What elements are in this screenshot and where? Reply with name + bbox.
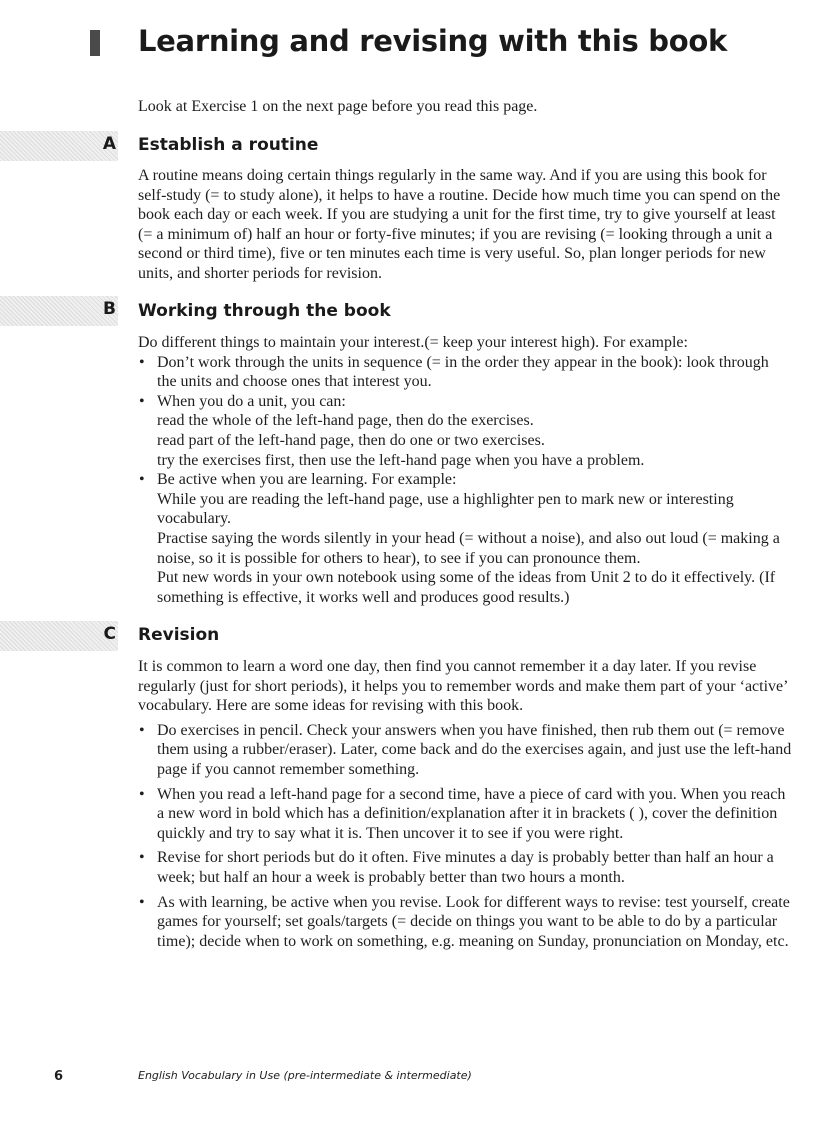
bullet-text: When you read a left-hand page for a second time, have a piece of card with you. When you reach a new word in bold which has a definition/explanation after it in brackets ( ), cover the definition quickly and try to say what it is. Then uncover it to see if you were right. [157, 785, 786, 842]
bullet-text: Do exercises in pencil. Check your answers when you have finished, then rub them out (= remove them using a rubber/eraser). Later, come back and do the exercises again, and just use the left-hand page if you cannot remember something. [157, 721, 792, 778]
list-item [138, 785, 792, 844]
working-bullet-list [138, 353, 792, 608]
sub-line: read the whole of the left-hand page, then do the exercises. [157, 412, 534, 430]
bullet-text: Don’t work through the units in sequence (= in the order they appear in the book): look through the units and choose ones that interest you. [157, 353, 769, 391]
intro-text: Look at Exercise 1 on the next page before you read this page. [138, 98, 538, 115]
section-tab-a [0, 131, 118, 161]
bullet-icon: • [139, 785, 145, 803]
list-item [138, 392, 792, 470]
page-title: Learning and revising with this book [138, 24, 727, 58]
list-item [138, 353, 792, 392]
sub-line: While you are reading the left-hand page, use a highlighter pen to mark new or interesting vocabulary. [157, 490, 734, 528]
revision-lead: It is common to learn a word one day, then find you cannot remember it a day later. If you revise regularly (just for short periods), it helps you to remember words and make them part of your ‘active’ vocabulary. Here are some ideas for revising with this book. [138, 658, 788, 715]
list-item [138, 848, 792, 887]
revision-bullet-list [138, 721, 792, 952]
list-item [138, 893, 792, 952]
sub-line: Practise saying the words silently in your head (= without a noise), and also out loud (= making a noise, so it is possible for others to hear), to see if you can pronounce them. [157, 529, 780, 567]
routine-paragraph: A routine means doing certain things regularly in the same way. And if you are using this book for self-study (= to study alone), it helps to have a routine. Decide how much time you can spend on the book each day or each week. If you are studying a unit for the first time, try to give yourself at least (= a minimum of) half an hour or forty-five minutes; if you are revising (= looking through a unit a second or third time), five or ten minutes each time is very useful. So, plan longer periods for new units, and shorter periods for revision. [138, 167, 781, 282]
section-heading-b: Working through the book [138, 301, 391, 321]
list-item [138, 470, 792, 607]
bullet-icon: • [139, 392, 145, 410]
bullet-text: When you do a unit, you can: [157, 392, 346, 410]
bullet-icon: • [139, 893, 145, 911]
list-item [138, 721, 792, 780]
section-heading-c: Revision [138, 625, 220, 645]
page-number: 6 [54, 1069, 64, 1084]
section-letter-b: B [103, 299, 116, 319]
bullet-icon: • [139, 721, 145, 739]
section-tab-c [0, 621, 118, 651]
section-heading-a: Establish a routine [138, 135, 319, 155]
section-body-a [138, 166, 792, 284]
section-tab-b [0, 296, 118, 326]
sub-line: try the exercises first, then use the left-hand page when you have a problem. [157, 451, 645, 469]
sub-line: Put new words in your own notebook using some of the ideas from Unit 2 to do it effectively. (If something is effective, it works well and produces good results.) [157, 569, 776, 606]
bullet-icon: • [139, 471, 145, 489]
footer-book-title: English Vocabulary in Use (pre-intermediate & intermediate) [138, 1069, 472, 1082]
bullet-text: Be active when you are learning. For example: [157, 471, 457, 489]
section-body-c [138, 657, 792, 956]
section-body-b [138, 333, 792, 607]
section-letter-a: A [102, 134, 116, 154]
bullet-text: Revise for short periods but do it often. Five minutes a day is probably better than half an hour a week; but half an hour a week is probably better than two hours a month. [157, 849, 774, 886]
bullet-icon: • [139, 849, 145, 867]
title-marker-bar [90, 30, 100, 56]
bullet-text: As with learning, be active when you revise. Look for different ways to revise: test yourself, create games for yourself; set goals/targets (= decide on things you want to be able to do by a particular time); decide when to work on something, e.g. meaning on Sunday, pronunciation on Monday, etc. [157, 893, 790, 950]
bullet-icon: • [139, 353, 145, 371]
working-lead: Do different things to maintain your interest.(= keep your interest high). For example: [138, 334, 688, 351]
sub-line: read part of the left-hand page, then do one or two exercises. [157, 431, 545, 449]
section-letter-c: C [103, 624, 116, 644]
